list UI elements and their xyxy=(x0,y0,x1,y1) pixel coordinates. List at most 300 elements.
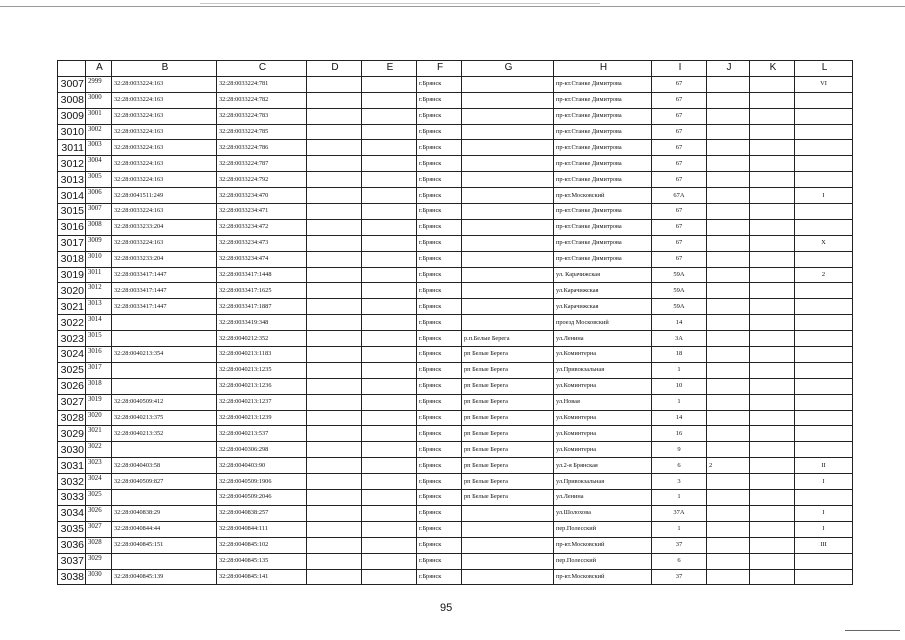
cell-i[interactable]: 1 xyxy=(652,490,707,506)
cell-d[interactable] xyxy=(307,108,362,124)
cell-a[interactable]: 3030 xyxy=(86,569,112,585)
cell-a[interactable]: 3004 xyxy=(86,156,112,172)
cell-b[interactable]: 32:28:0040844:44 xyxy=(112,521,217,537)
cell-c[interactable]: 32:28:0040844:111 xyxy=(217,521,307,537)
cell-h[interactable]: пр-кт.Станке Димитрова xyxy=(554,219,652,235)
cell-i[interactable]: 67 xyxy=(652,204,707,220)
cell-d[interactable] xyxy=(307,553,362,569)
cell-c[interactable]: 32:28:0033417:1448 xyxy=(217,267,307,283)
row-number[interactable]: 3012 xyxy=(58,156,86,172)
cell-j[interactable] xyxy=(707,76,750,92)
cell-h[interactable]: ул.Коминтерна xyxy=(554,442,652,458)
cell-i[interactable]: 14 xyxy=(652,315,707,331)
cell-k[interactable] xyxy=(750,378,795,394)
cell-l[interactable]: I xyxy=(795,188,853,204)
cell-c[interactable]: 32:28:0040213:1236 xyxy=(217,378,307,394)
cell-l[interactable] xyxy=(795,442,853,458)
cell-g[interactable] xyxy=(462,537,554,553)
cell-d[interactable] xyxy=(307,156,362,172)
cell-l[interactable] xyxy=(795,426,853,442)
cell-h[interactable]: ул.Карачижская xyxy=(554,299,652,315)
cell-i[interactable]: 67 xyxy=(652,140,707,156)
cell-b[interactable] xyxy=(112,378,217,394)
cell-g[interactable] xyxy=(462,204,554,220)
cell-d[interactable] xyxy=(307,362,362,378)
row-number[interactable]: 3030 xyxy=(58,442,86,458)
cell-l[interactable] xyxy=(795,315,853,331)
cell-c[interactable]: 32:28:0033234:470 xyxy=(217,188,307,204)
row-number[interactable]: 3011 xyxy=(58,140,86,156)
cell-a[interactable]: 3015 xyxy=(86,331,112,347)
cell-j[interactable] xyxy=(707,521,750,537)
cell-a[interactable]: 3029 xyxy=(86,553,112,569)
cell-b[interactable]: 32:28:0033417:1447 xyxy=(112,299,217,315)
column-header[interactable]: B xyxy=(112,61,217,77)
cell-c[interactable]: 32:28:0040306:298 xyxy=(217,442,307,458)
cell-g[interactable] xyxy=(462,553,554,569)
cell-f[interactable]: г.Брянск xyxy=(417,267,462,283)
cell-l[interactable]: I xyxy=(795,474,853,490)
cell-b[interactable]: 32:28:0033224:163 xyxy=(112,92,217,108)
cell-h[interactable]: ул.Ленина xyxy=(554,490,652,506)
cell-i[interactable]: 37 xyxy=(652,569,707,585)
cell-i[interactable]: 67 xyxy=(652,219,707,235)
cell-b[interactable]: 32:28:0033224:163 xyxy=(112,108,217,124)
cell-c[interactable]: 32:28:0040403:90 xyxy=(217,458,307,474)
cell-l[interactable] xyxy=(795,553,853,569)
cell-f[interactable]: г.Брянск xyxy=(417,235,462,251)
cell-j[interactable] xyxy=(707,315,750,331)
cell-b[interactable]: 32:28:0041511:249 xyxy=(112,188,217,204)
cell-e[interactable] xyxy=(362,553,417,569)
cell-i[interactable]: 37А xyxy=(652,505,707,521)
cell-i[interactable]: 67 xyxy=(652,235,707,251)
cell-h[interactable]: ул.Коминтерна xyxy=(554,410,652,426)
cell-e[interactable] xyxy=(362,378,417,394)
cell-e[interactable] xyxy=(362,505,417,521)
cell-a[interactable]: 3000 xyxy=(86,92,112,108)
cell-c[interactable]: 32:28:0033234:473 xyxy=(217,235,307,251)
cell-a[interactable]: 3014 xyxy=(86,315,112,331)
cell-k[interactable] xyxy=(750,331,795,347)
cell-i[interactable]: 1 xyxy=(652,362,707,378)
cell-h[interactable]: пр-кт.Станке Димитрова xyxy=(554,108,652,124)
cell-g[interactable]: р.п.Белые Берега xyxy=(462,331,554,347)
cell-d[interactable] xyxy=(307,172,362,188)
cell-i[interactable]: 67 xyxy=(652,172,707,188)
cell-i[interactable]: 67 xyxy=(652,108,707,124)
cell-h[interactable]: ул.Коминтерна xyxy=(554,347,652,363)
cell-e[interactable] xyxy=(362,283,417,299)
cell-g[interactable]: рп Белые Берега xyxy=(462,410,554,426)
cell-i[interactable]: 9 xyxy=(652,442,707,458)
row-number[interactable]: 3031 xyxy=(58,458,86,474)
cell-l[interactable] xyxy=(795,362,853,378)
cell-l[interactable] xyxy=(795,204,853,220)
cell-e[interactable] xyxy=(362,410,417,426)
cell-c[interactable]: 32:28:0040213:1239 xyxy=(217,410,307,426)
cell-l[interactable]: III xyxy=(795,537,853,553)
column-header[interactable]: I xyxy=(652,61,707,77)
cell-b[interactable]: 32:28:0033224:163 xyxy=(112,124,217,140)
cell-k[interactable] xyxy=(750,140,795,156)
cell-h[interactable]: ул.Ленина xyxy=(554,331,652,347)
cell-h[interactable]: пр-кт.Станке Димитрова xyxy=(554,124,652,140)
cell-c[interactable]: 32:28:0040213:1235 xyxy=(217,362,307,378)
cell-j[interactable] xyxy=(707,410,750,426)
cell-l[interactable] xyxy=(795,569,853,585)
cell-k[interactable] xyxy=(750,219,795,235)
cell-f[interactable]: г.Брянск xyxy=(417,331,462,347)
row-number[interactable]: 3007 xyxy=(58,76,86,92)
cell-j[interactable] xyxy=(707,124,750,140)
cell-i[interactable]: 67 xyxy=(652,156,707,172)
cell-f[interactable]: г.Брянск xyxy=(417,537,462,553)
cell-d[interactable] xyxy=(307,505,362,521)
cell-l[interactable] xyxy=(795,490,853,506)
cell-e[interactable] xyxy=(362,394,417,410)
cell-d[interactable] xyxy=(307,394,362,410)
column-header[interactable]: C xyxy=(217,61,307,77)
cell-b[interactable] xyxy=(112,315,217,331)
cell-f[interactable]: г.Брянск xyxy=(417,299,462,315)
row-number[interactable]: 3021 xyxy=(58,299,86,315)
cell-h[interactable]: ул.2-я Брянская xyxy=(554,458,652,474)
cell-f[interactable]: г.Брянск xyxy=(417,347,462,363)
cell-a[interactable]: 3007 xyxy=(86,204,112,220)
cell-d[interactable] xyxy=(307,188,362,204)
cell-g[interactable] xyxy=(462,235,554,251)
cell-a[interactable]: 3026 xyxy=(86,505,112,521)
cell-j[interactable] xyxy=(707,569,750,585)
cell-h[interactable]: ул.Новая xyxy=(554,394,652,410)
cell-i[interactable]: 1 xyxy=(652,521,707,537)
cell-e[interactable] xyxy=(362,76,417,92)
cell-l[interactable] xyxy=(795,92,853,108)
column-header[interactable]: L xyxy=(795,61,853,77)
cell-d[interactable] xyxy=(307,426,362,442)
cell-k[interactable] xyxy=(750,474,795,490)
cell-h[interactable]: пр-кт.Станке Димитрова xyxy=(554,140,652,156)
cell-k[interactable] xyxy=(750,458,795,474)
cell-d[interactable] xyxy=(307,219,362,235)
cell-k[interactable] xyxy=(750,92,795,108)
column-header[interactable]: J xyxy=(707,61,750,77)
cell-a[interactable]: 3024 xyxy=(86,474,112,490)
cell-l[interactable] xyxy=(795,172,853,188)
cell-c[interactable]: 32:28:0033417:1625 xyxy=(217,283,307,299)
row-number[interactable]: 3033 xyxy=(58,490,86,506)
column-header[interactable]: H xyxy=(554,61,652,77)
cell-d[interactable] xyxy=(307,442,362,458)
cell-j[interactable] xyxy=(707,267,750,283)
cell-b[interactable]: 32:28:0040509:412 xyxy=(112,394,217,410)
cell-j[interactable] xyxy=(707,235,750,251)
cell-c[interactable]: 32:28:0040845:135 xyxy=(217,553,307,569)
cell-j[interactable] xyxy=(707,156,750,172)
cell-a[interactable]: 3019 xyxy=(86,394,112,410)
cell-l[interactable] xyxy=(795,219,853,235)
cell-a[interactable]: 3011 xyxy=(86,267,112,283)
cell-g[interactable] xyxy=(462,521,554,537)
cell-d[interactable] xyxy=(307,490,362,506)
cell-l[interactable] xyxy=(795,124,853,140)
cell-k[interactable] xyxy=(750,394,795,410)
cell-l[interactable] xyxy=(795,410,853,426)
cell-f[interactable]: г.Брянск xyxy=(417,521,462,537)
cell-c[interactable]: 32:28:0033234:471 xyxy=(217,204,307,220)
cell-a[interactable]: 3012 xyxy=(86,283,112,299)
cell-g[interactable] xyxy=(462,505,554,521)
cell-k[interactable] xyxy=(750,442,795,458)
cell-i[interactable]: 1 xyxy=(652,394,707,410)
cell-i[interactable]: 67А xyxy=(652,188,707,204)
cell-c[interactable]: 32:28:0040838:257 xyxy=(217,505,307,521)
cell-g[interactable] xyxy=(462,267,554,283)
cell-f[interactable]: г.Брянск xyxy=(417,394,462,410)
cell-b[interactable] xyxy=(112,331,217,347)
cell-f[interactable]: г.Брянск xyxy=(417,505,462,521)
cell-d[interactable] xyxy=(307,378,362,394)
column-header[interactable]: E xyxy=(362,61,417,77)
cell-i[interactable]: 18 xyxy=(652,347,707,363)
cell-e[interactable] xyxy=(362,474,417,490)
column-header[interactable]: D xyxy=(307,61,362,77)
cell-b[interactable]: 32:28:0040509:827 xyxy=(112,474,217,490)
cell-l[interactable]: VI xyxy=(795,76,853,92)
cell-c[interactable]: 32:28:0040213:1237 xyxy=(217,394,307,410)
cell-c[interactable]: 32:28:0040509:1906 xyxy=(217,474,307,490)
cell-e[interactable] xyxy=(362,362,417,378)
cell-g[interactable]: рп Белые Берега xyxy=(462,426,554,442)
cell-b[interactable]: 32:28:0040845:151 xyxy=(112,537,217,553)
cell-j[interactable] xyxy=(707,251,750,267)
row-number[interactable]: 3025 xyxy=(58,362,86,378)
cell-b[interactable]: 32:28:0040845:139 xyxy=(112,569,217,585)
cell-e[interactable] xyxy=(362,458,417,474)
cell-g[interactable] xyxy=(462,108,554,124)
cell-g[interactable]: рп Белые Берега xyxy=(462,378,554,394)
row-number[interactable]: 3038 xyxy=(58,569,86,585)
row-number[interactable]: 3020 xyxy=(58,283,86,299)
cell-b[interactable] xyxy=(112,362,217,378)
cell-k[interactable] xyxy=(750,267,795,283)
cell-g[interactable]: рп Белые Берега xyxy=(462,394,554,410)
cell-c[interactable]: 32:28:0040509:2046 xyxy=(217,490,307,506)
cell-d[interactable] xyxy=(307,283,362,299)
cell-j[interactable] xyxy=(707,172,750,188)
cell-c[interactable]: 32:28:0033234:474 xyxy=(217,251,307,267)
row-number[interactable]: 3036 xyxy=(58,537,86,553)
cell-a[interactable]: 3003 xyxy=(86,140,112,156)
cell-i[interactable]: 67 xyxy=(652,92,707,108)
row-number[interactable]: 3014 xyxy=(58,188,86,204)
cell-h[interactable]: пр-кт.Станке Димитрова xyxy=(554,235,652,251)
cell-f[interactable]: г.Брянск xyxy=(417,204,462,220)
cell-f[interactable]: г.Брянск xyxy=(417,442,462,458)
cell-c[interactable]: 32:28:0040845:102 xyxy=(217,537,307,553)
cell-l[interactable] xyxy=(795,394,853,410)
cell-b[interactable]: 32:28:0033224:163 xyxy=(112,76,217,92)
row-number[interactable]: 3029 xyxy=(58,426,86,442)
cell-f[interactable]: г.Брянск xyxy=(417,362,462,378)
row-number[interactable]: 3037 xyxy=(58,553,86,569)
cell-g[interactable] xyxy=(462,156,554,172)
cell-e[interactable] xyxy=(362,188,417,204)
cell-b[interactable]: 32:28:0040213:375 xyxy=(112,410,217,426)
cell-e[interactable] xyxy=(362,108,417,124)
column-header[interactable]: K xyxy=(750,61,795,77)
cell-d[interactable] xyxy=(307,267,362,283)
cell-c[interactable]: 32:28:0033419:348 xyxy=(217,315,307,331)
cell-f[interactable]: г.Брянск xyxy=(417,283,462,299)
cell-h[interactable]: пр-кт.Станке Димитрова xyxy=(554,251,652,267)
cell-k[interactable] xyxy=(750,204,795,220)
cell-b[interactable]: 32:28:0040403:58 xyxy=(112,458,217,474)
cell-b[interactable]: 32:28:0033224:163 xyxy=(112,172,217,188)
cell-k[interactable] xyxy=(750,124,795,140)
cell-i[interactable]: 67 xyxy=(652,76,707,92)
cell-f[interactable]: г.Брянск xyxy=(417,156,462,172)
cell-e[interactable] xyxy=(362,172,417,188)
cell-g[interactable] xyxy=(462,283,554,299)
cell-k[interactable] xyxy=(750,188,795,204)
cell-e[interactable] xyxy=(362,235,417,251)
cell-f[interactable]: г.Брянск xyxy=(417,569,462,585)
cell-a[interactable]: 3017 xyxy=(86,362,112,378)
cell-e[interactable] xyxy=(362,92,417,108)
cell-g[interactable] xyxy=(462,140,554,156)
cell-d[interactable] xyxy=(307,569,362,585)
cell-a[interactable]: 3018 xyxy=(86,378,112,394)
cell-d[interactable] xyxy=(307,140,362,156)
cell-b[interactable]: 32:28:0040213:354 xyxy=(112,347,217,363)
cell-g[interactable]: рп Белые Берега xyxy=(462,490,554,506)
cell-i[interactable]: 14 xyxy=(652,410,707,426)
cell-a[interactable]: 3025 xyxy=(86,490,112,506)
row-number[interactable]: 3035 xyxy=(58,521,86,537)
cell-k[interactable] xyxy=(750,172,795,188)
cell-g[interactable]: рп Белые Берега xyxy=(462,458,554,474)
cell-d[interactable] xyxy=(307,299,362,315)
cell-g[interactable]: рп Белые Берега xyxy=(462,347,554,363)
cell-e[interactable] xyxy=(362,331,417,347)
cell-e[interactable] xyxy=(362,299,417,315)
cell-d[interactable] xyxy=(307,458,362,474)
row-number[interactable]: 3028 xyxy=(58,410,86,426)
cell-l[interactable] xyxy=(795,299,853,315)
cell-b[interactable]: 32:28:0033224:163 xyxy=(112,204,217,220)
cell-h[interactable]: пр-кт.Станке Димитрова xyxy=(554,156,652,172)
cell-i[interactable]: 3 xyxy=(652,474,707,490)
cell-a[interactable]: 3013 xyxy=(86,299,112,315)
cell-b[interactable]: 32:28:0040213:352 xyxy=(112,426,217,442)
cell-e[interactable] xyxy=(362,204,417,220)
cell-c[interactable]: 32:28:0033224:785 xyxy=(217,124,307,140)
cell-l[interactable]: X xyxy=(795,235,853,251)
cell-g[interactable] xyxy=(462,569,554,585)
cell-f[interactable]: г.Брянск xyxy=(417,315,462,331)
row-number[interactable]: 3023 xyxy=(58,331,86,347)
row-number[interactable]: 3019 xyxy=(58,267,86,283)
cell-h[interactable]: пр-кт.Станке Димитрова xyxy=(554,172,652,188)
cell-a[interactable]: 3023 xyxy=(86,458,112,474)
row-number[interactable]: 3024 xyxy=(58,347,86,363)
row-number[interactable]: 3013 xyxy=(58,172,86,188)
cell-c[interactable]: 32:28:0040213:537 xyxy=(217,426,307,442)
cell-f[interactable]: г.Брянск xyxy=(417,188,462,204)
cell-g[interactable]: рп Белые Берега xyxy=(462,362,554,378)
cell-c[interactable]: 32:28:0033224:781 xyxy=(217,76,307,92)
cell-f[interactable]: г.Брянск xyxy=(417,124,462,140)
row-number[interactable]: 3022 xyxy=(58,315,86,331)
cell-j[interactable] xyxy=(707,188,750,204)
cell-h[interactable]: пр-кт.Московский xyxy=(554,537,652,553)
row-number[interactable]: 3018 xyxy=(58,251,86,267)
cell-k[interactable] xyxy=(750,569,795,585)
cell-g[interactable] xyxy=(462,251,554,267)
cell-e[interactable] xyxy=(362,442,417,458)
cell-i[interactable]: 59А xyxy=(652,283,707,299)
cell-a[interactable]: 3028 xyxy=(86,537,112,553)
cell-l[interactable] xyxy=(795,140,853,156)
cell-e[interactable] xyxy=(362,569,417,585)
cell-k[interactable] xyxy=(750,505,795,521)
cell-j[interactable] xyxy=(707,537,750,553)
cell-k[interactable] xyxy=(750,108,795,124)
column-header[interactable]: A xyxy=(86,61,112,77)
cell-b[interactable] xyxy=(112,553,217,569)
cell-b[interactable]: 32:28:0033224:163 xyxy=(112,140,217,156)
cell-l[interactable] xyxy=(795,378,853,394)
cell-k[interactable] xyxy=(750,156,795,172)
cell-c[interactable]: 32:28:0033417:1887 xyxy=(217,299,307,315)
cell-b[interactable]: 32:28:0033417:1447 xyxy=(112,267,217,283)
row-number[interactable]: 3017 xyxy=(58,235,86,251)
cell-e[interactable] xyxy=(362,347,417,363)
cell-i[interactable]: 6 xyxy=(652,458,707,474)
cell-a[interactable]: 3027 xyxy=(86,521,112,537)
cell-h[interactable]: пер.Полесский xyxy=(554,521,652,537)
cell-d[interactable] xyxy=(307,521,362,537)
cell-k[interactable] xyxy=(750,347,795,363)
cell-f[interactable]: г.Брянск xyxy=(417,426,462,442)
cell-l[interactable]: 2 xyxy=(795,267,853,283)
cell-f[interactable]: г.Брянск xyxy=(417,474,462,490)
cell-j[interactable] xyxy=(707,92,750,108)
cell-c[interactable]: 32:28:0040213:1183 xyxy=(217,347,307,363)
cell-e[interactable] xyxy=(362,315,417,331)
cell-a[interactable]: 3006 xyxy=(86,188,112,204)
cell-k[interactable] xyxy=(750,235,795,251)
cell-f[interactable]: г.Брянск xyxy=(417,553,462,569)
cell-l[interactable] xyxy=(795,251,853,267)
cell-e[interactable] xyxy=(362,267,417,283)
cell-k[interactable] xyxy=(750,76,795,92)
cell-h[interactable]: пр-кт.Станке Димитрова xyxy=(554,204,652,220)
cell-h[interactable]: ул.Коминтерна xyxy=(554,426,652,442)
cell-d[interactable] xyxy=(307,76,362,92)
cell-e[interactable] xyxy=(362,156,417,172)
row-number[interactable]: 3027 xyxy=(58,394,86,410)
cell-f[interactable]: г.Брянск xyxy=(417,92,462,108)
cell-j[interactable] xyxy=(707,553,750,569)
cell-j[interactable] xyxy=(707,219,750,235)
cell-e[interactable] xyxy=(362,490,417,506)
cell-c[interactable]: 32:28:0033224:783 xyxy=(217,108,307,124)
cell-b[interactable] xyxy=(112,490,217,506)
cell-g[interactable] xyxy=(462,299,554,315)
